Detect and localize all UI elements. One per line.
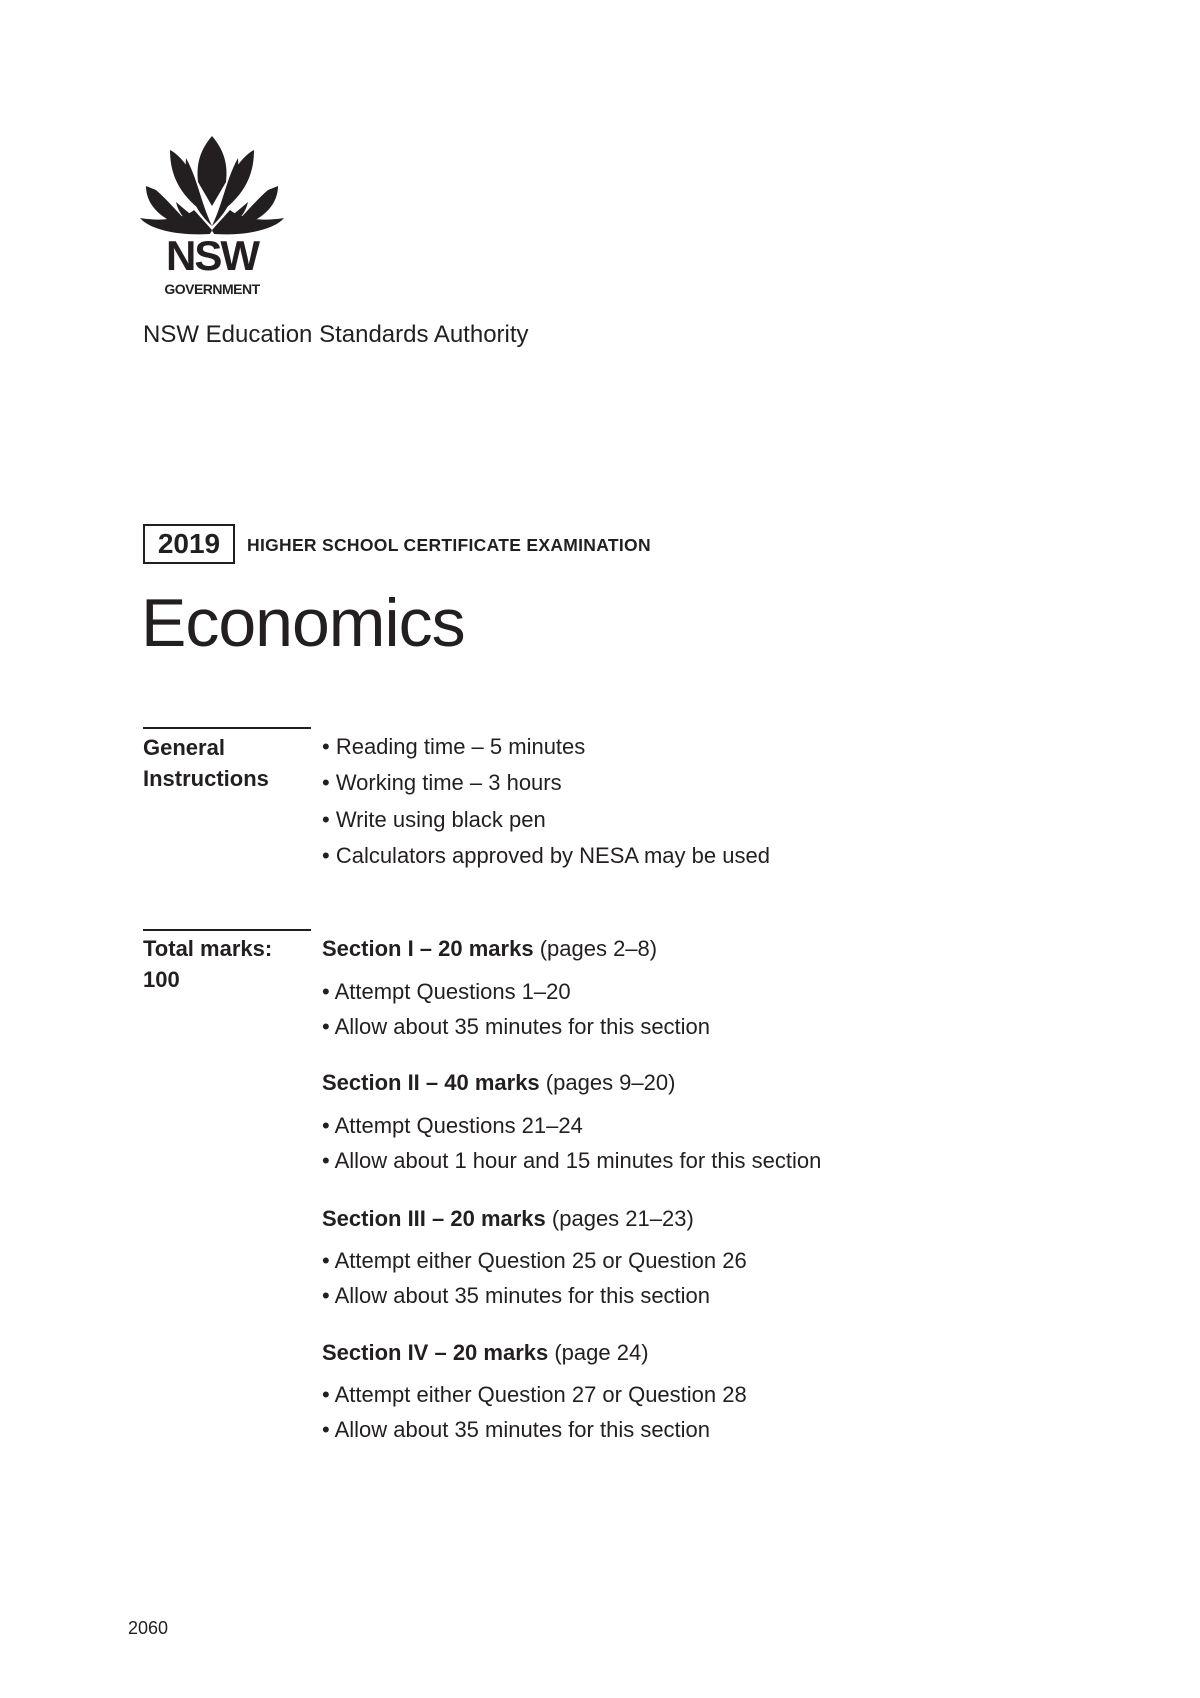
section-item: • Attempt either Question 25 or Question 26 [322, 1248, 747, 1273]
section-item: • Attempt Questions 1–20 [322, 979, 571, 1004]
section-4-heading: Section IV – 20 marks (page 24) [322, 1340, 649, 1365]
instructions-label: Instructions [143, 766, 269, 791]
logo-text: NSW [166, 232, 258, 279]
subject-title: Economics [141, 585, 465, 661]
section-item: • Attempt either Question 27 or Question 28 [322, 1382, 747, 1407]
exam-year: 2019 [143, 524, 235, 564]
total-marks-value: 100 [143, 967, 180, 992]
instruction-item: • Reading time – 5 minutes [322, 734, 586, 759]
instruction-item: • Calculators approved by NESA may be used [322, 843, 770, 868]
instruction-item: • Write using black pen [322, 807, 546, 832]
section-item: • Allow about 1 hour and 15 minutes for this section [322, 1148, 822, 1173]
divider [143, 929, 311, 931]
divider [143, 727, 311, 729]
general-label: General [143, 735, 225, 760]
instruction-item: • Working time – 3 hours [322, 770, 562, 795]
paper-code: 2060 [128, 1618, 169, 1638]
logo-subtext: GOVERNMENT [164, 281, 260, 297]
waratah-icon [140, 130, 284, 298]
authority-name: NSW Education Standards Authority [143, 321, 529, 348]
section-item: • Allow about 35 minutes for this section [322, 1283, 711, 1308]
section-3-heading: Section III – 20 marks (pages 21–23) [322, 1206, 694, 1231]
section-item: • Allow about 35 minutes for this section [322, 1417, 711, 1442]
nsw-government-logo [140, 130, 284, 298]
total-marks-label: Total marks: [143, 936, 273, 961]
exam-type: HIGHER SCHOOL CERTIFICATE EXAMINATION [247, 535, 651, 555]
section-2-heading: Section II – 40 marks (pages 9–20) [322, 1070, 676, 1095]
section-1-heading: Section I – 20 marks (pages 2–8) [322, 936, 658, 961]
section-item: • Allow about 35 minutes for this section [322, 1014, 711, 1039]
section-item: • Attempt Questions 21–24 [322, 1113, 583, 1138]
